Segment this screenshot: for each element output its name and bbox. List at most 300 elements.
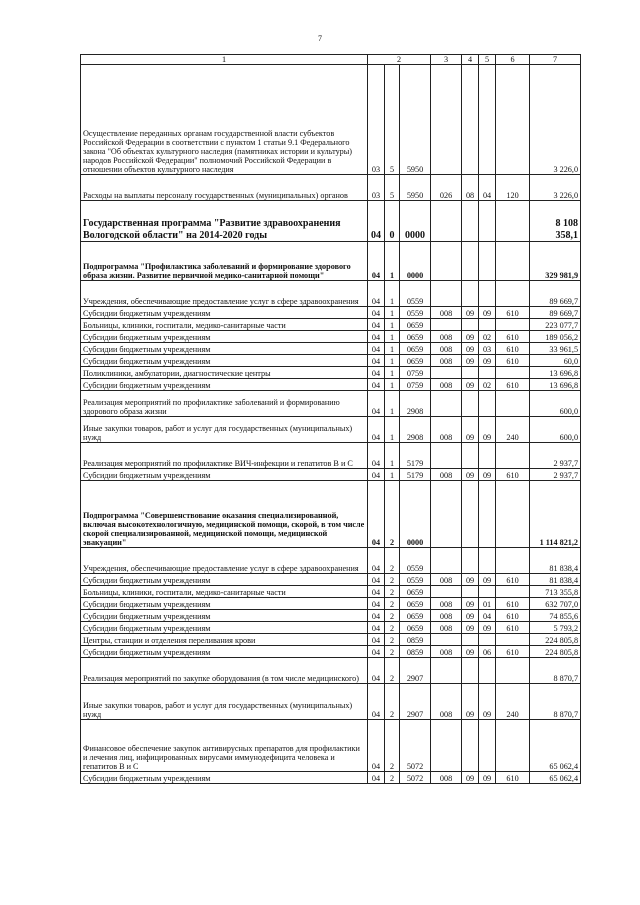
code-direction: 5072 bbox=[400, 720, 431, 772]
code-expense-type bbox=[496, 658, 530, 684]
code-direction: 2907 bbox=[400, 658, 431, 684]
table-row bbox=[81, 622, 581, 634]
row-name: Больницы, клиники, госпитали, медико-санитарные части bbox=[81, 319, 368, 331]
row-name: Субсидии бюджетным учреждениям bbox=[81, 598, 368, 610]
code-expense-type: 610 bbox=[496, 355, 530, 367]
code-program: 1 bbox=[385, 391, 400, 417]
row-name: Государственная программа "Развитие здравоохранения Вологодской области" на 2014-2020 годы bbox=[81, 201, 368, 242]
row-amount: 3 226,0 bbox=[530, 65, 581, 175]
row-amount: 5 793,2 bbox=[530, 622, 581, 634]
header-col-5: 5 bbox=[479, 55, 496, 65]
table-row bbox=[81, 772, 581, 784]
code-section: 04 bbox=[368, 469, 385, 481]
row-amount: 224 805,8 bbox=[530, 646, 581, 658]
table-row bbox=[81, 331, 581, 343]
row-amount: 33 961,5 bbox=[530, 343, 581, 355]
code-direction: 0859 bbox=[400, 646, 431, 658]
code-section: 04 bbox=[368, 548, 385, 574]
code-division: 09 bbox=[462, 417, 479, 443]
code-section: 04 bbox=[368, 646, 385, 658]
row-name: Подпрограмма "Совершенствование оказания специализированной, включая высокотехнологичную, медицинской помощи, скорой, в том числе скорой специализированной, медицинской помощи, медицинской эвакуации" bbox=[81, 481, 368, 548]
code-direction: 2907 bbox=[400, 684, 431, 720]
code-expense-type: 240 bbox=[496, 684, 530, 720]
code-expense-type bbox=[496, 367, 530, 379]
code-program: 1 bbox=[385, 367, 400, 379]
code-ministry bbox=[431, 201, 462, 242]
code-program: 2 bbox=[385, 658, 400, 684]
code-expense-type bbox=[496, 443, 530, 469]
table-row bbox=[81, 343, 581, 355]
code-section: 04 bbox=[368, 201, 385, 242]
code-subdivision bbox=[479, 391, 496, 417]
code-expense-type: 610 bbox=[496, 598, 530, 610]
code-program: 2 bbox=[385, 622, 400, 634]
row-amount: 89 669,7 bbox=[530, 307, 581, 319]
code-division: 09 bbox=[462, 598, 479, 610]
row-name: Субсидии бюджетным учреждениям bbox=[81, 469, 368, 481]
code-ministry: 008 bbox=[431, 684, 462, 720]
code-expense-type: 610 bbox=[496, 343, 530, 355]
code-ministry: 008 bbox=[431, 772, 462, 784]
code-direction: 0659 bbox=[400, 586, 431, 598]
code-subdivision bbox=[479, 443, 496, 469]
header-col-4: 4 bbox=[462, 55, 479, 65]
table-header-row bbox=[81, 55, 581, 65]
table-row bbox=[81, 720, 581, 772]
code-division: 09 bbox=[462, 331, 479, 343]
header-col-3: 3 bbox=[431, 55, 462, 65]
code-ministry bbox=[431, 242, 462, 281]
code-direction: 0559 bbox=[400, 548, 431, 574]
code-subdivision: 09 bbox=[479, 574, 496, 586]
code-subdivision bbox=[479, 481, 496, 548]
code-expense-type bbox=[496, 548, 530, 574]
code-direction: 0659 bbox=[400, 622, 431, 634]
code-subdivision: 09 bbox=[479, 307, 496, 319]
row-name: Реализация мероприятий по закупке оборудования (в том числе медицинского) bbox=[81, 658, 368, 684]
row-amount: 189 056,2 bbox=[530, 331, 581, 343]
code-direction: 0559 bbox=[400, 307, 431, 319]
header-col-7: 7 bbox=[530, 55, 581, 65]
row-amount: 713 355,8 bbox=[530, 586, 581, 598]
code-ministry bbox=[431, 634, 462, 646]
code-ministry bbox=[431, 367, 462, 379]
row-name: Реализация мероприятий по профилактике ВИЧ-инфекции и гепатитов В и С bbox=[81, 443, 368, 469]
code-ministry: 008 bbox=[431, 574, 462, 586]
code-expense-type: 240 bbox=[496, 417, 530, 443]
code-subdivision: 09 bbox=[479, 622, 496, 634]
table-row bbox=[81, 367, 581, 379]
code-section: 04 bbox=[368, 367, 385, 379]
code-direction: 0659 bbox=[400, 343, 431, 355]
code-subdivision bbox=[479, 548, 496, 574]
code-division bbox=[462, 720, 479, 772]
code-program: 1 bbox=[385, 331, 400, 343]
code-section: 03 bbox=[368, 65, 385, 175]
code-section: 04 bbox=[368, 772, 385, 784]
row-amount: 81 838,4 bbox=[530, 574, 581, 586]
code-division: 08 bbox=[462, 175, 479, 201]
row-amount: 89 669,7 bbox=[530, 281, 581, 307]
row-amount: 1 114 821,2 bbox=[530, 481, 581, 548]
table-row bbox=[81, 175, 581, 201]
code-ministry: 008 bbox=[431, 646, 462, 658]
code-direction: 2908 bbox=[400, 417, 431, 443]
code-program: 2 bbox=[385, 481, 400, 548]
table-row bbox=[81, 281, 581, 307]
code-section: 04 bbox=[368, 720, 385, 772]
code-division: 09 bbox=[462, 646, 479, 658]
code-section: 04 bbox=[368, 343, 385, 355]
row-amount: 2 937,7 bbox=[530, 443, 581, 469]
code-subdivision: 01 bbox=[479, 598, 496, 610]
table-row bbox=[81, 355, 581, 367]
code-subdivision bbox=[479, 634, 496, 646]
code-section: 04 bbox=[368, 281, 385, 307]
code-direction: 0659 bbox=[400, 598, 431, 610]
table-row bbox=[81, 307, 581, 319]
code-direction: 5179 bbox=[400, 469, 431, 481]
code-direction: 0000 bbox=[400, 481, 431, 548]
code-program: 2 bbox=[385, 586, 400, 598]
code-subdivision bbox=[479, 658, 496, 684]
code-direction: 0659 bbox=[400, 355, 431, 367]
code-direction: 5072 bbox=[400, 772, 431, 784]
row-name: Центры, станции и отделения переливания крови bbox=[81, 634, 368, 646]
code-program: 1 bbox=[385, 417, 400, 443]
code-section: 04 bbox=[368, 379, 385, 391]
table-row bbox=[81, 391, 581, 417]
code-direction: 0659 bbox=[400, 331, 431, 343]
code-section: 04 bbox=[368, 331, 385, 343]
code-section: 04 bbox=[368, 319, 385, 331]
code-expense-type: 610 bbox=[496, 331, 530, 343]
code-section: 04 bbox=[368, 355, 385, 367]
row-name: Больницы, клиники, госпитали, медико-санитарные части bbox=[81, 586, 368, 598]
row-amount: 65 062,4 bbox=[530, 772, 581, 784]
code-subdivision: 03 bbox=[479, 343, 496, 355]
table-row bbox=[81, 610, 581, 622]
code-program: 2 bbox=[385, 634, 400, 646]
code-direction: 0000 bbox=[400, 201, 431, 242]
code-direction: 0659 bbox=[400, 610, 431, 622]
code-ministry bbox=[431, 319, 462, 331]
table-row bbox=[81, 646, 581, 658]
code-ministry bbox=[431, 481, 462, 548]
code-program: 1 bbox=[385, 307, 400, 319]
code-section: 04 bbox=[368, 574, 385, 586]
code-section: 04 bbox=[368, 417, 385, 443]
row-name: Субсидии бюджетным учреждениям bbox=[81, 610, 368, 622]
table-row bbox=[81, 684, 581, 720]
row-name: Субсидии бюджетным учреждениям bbox=[81, 331, 368, 343]
code-division: 09 bbox=[462, 622, 479, 634]
code-program: 1 bbox=[385, 242, 400, 281]
code-program: 2 bbox=[385, 720, 400, 772]
code-program: 5 bbox=[385, 65, 400, 175]
code-ministry bbox=[431, 281, 462, 307]
code-subdivision: 02 bbox=[479, 379, 496, 391]
code-program: 2 bbox=[385, 772, 400, 784]
row-amount: 600,0 bbox=[530, 391, 581, 417]
row-amount: 632 707,0 bbox=[530, 598, 581, 610]
code-ministry: 008 bbox=[431, 469, 462, 481]
row-amount: 60,0 bbox=[530, 355, 581, 367]
code-expense-type: 610 bbox=[496, 307, 530, 319]
table-row bbox=[81, 481, 581, 548]
table-row bbox=[81, 379, 581, 391]
header-col-1: 1 bbox=[81, 55, 368, 65]
row-name: Осуществление переданных органам государственной власти субъектов Российской Федерации в соответствии с пунктом 1 статьи 9.1 Федерального закона "Об объектах культурного наследия (памятниках истории и культуры) народов Российской Федерации" полномочий Российской Федерации в отношении объектов культурного наследия bbox=[81, 65, 368, 175]
row-amount: 13 696,8 bbox=[530, 379, 581, 391]
code-program: 2 bbox=[385, 684, 400, 720]
code-ministry: 008 bbox=[431, 379, 462, 391]
table-row bbox=[81, 574, 581, 586]
row-name: Учреждения, обеспечивающие предоставление услуг в сфере здравоохранения bbox=[81, 548, 368, 574]
code-expense-type: 610 bbox=[496, 646, 530, 658]
code-expense-type bbox=[496, 281, 530, 307]
code-expense-type bbox=[496, 391, 530, 417]
code-program: 2 bbox=[385, 574, 400, 586]
code-program: 1 bbox=[385, 443, 400, 469]
code-division bbox=[462, 367, 479, 379]
table-row bbox=[81, 634, 581, 646]
code-direction: 5950 bbox=[400, 175, 431, 201]
code-section: 04 bbox=[368, 242, 385, 281]
code-ministry: 008 bbox=[431, 622, 462, 634]
code-division: 09 bbox=[462, 610, 479, 622]
code-subdivision: 09 bbox=[479, 417, 496, 443]
code-subdivision: 09 bbox=[479, 772, 496, 784]
code-direction: 0000 bbox=[400, 242, 431, 281]
code-ministry bbox=[431, 586, 462, 598]
code-section: 04 bbox=[368, 684, 385, 720]
row-name: Субсидии бюджетным учреждениям bbox=[81, 646, 368, 658]
table-row bbox=[81, 242, 581, 281]
code-subdivision: 09 bbox=[479, 469, 496, 481]
row-amount: 3 226,0 bbox=[530, 175, 581, 201]
code-subdivision: 06 bbox=[479, 646, 496, 658]
code-ministry: 008 bbox=[431, 331, 462, 343]
code-subdivision: 04 bbox=[479, 610, 496, 622]
code-division: 09 bbox=[462, 379, 479, 391]
table-row bbox=[81, 586, 581, 598]
code-ministry bbox=[431, 391, 462, 417]
code-program: 1 bbox=[385, 319, 400, 331]
code-program: 0 bbox=[385, 201, 400, 242]
header-col-6: 6 bbox=[496, 55, 530, 65]
row-amount: 74 855,6 bbox=[530, 610, 581, 622]
row-name: Поликлиники, амбулатории, диагностические центры bbox=[81, 367, 368, 379]
table-row bbox=[81, 598, 581, 610]
row-amount: 13 696,8 bbox=[530, 367, 581, 379]
row-name: Субсидии бюджетным учреждениям bbox=[81, 379, 368, 391]
code-ministry bbox=[431, 65, 462, 175]
row-amount: 2 937,7 bbox=[530, 469, 581, 481]
code-program: 1 bbox=[385, 281, 400, 307]
code-ministry bbox=[431, 658, 462, 684]
code-expense-type bbox=[496, 634, 530, 646]
code-ministry bbox=[431, 720, 462, 772]
code-ministry: 008 bbox=[431, 417, 462, 443]
row-amount: 329 981,9 bbox=[530, 242, 581, 281]
code-division bbox=[462, 586, 479, 598]
code-ministry: 008 bbox=[431, 355, 462, 367]
header-col-2: 2 bbox=[368, 55, 431, 65]
row-name: Субсидии бюджетным учреждениям bbox=[81, 772, 368, 784]
code-subdivision bbox=[479, 586, 496, 598]
row-name: Субсидии бюджетным учреждениям bbox=[81, 355, 368, 367]
row-amount: 8 870,7 bbox=[530, 684, 581, 720]
row-name: Субсидии бюджетным учреждениям bbox=[81, 343, 368, 355]
code-direction: 5179 bbox=[400, 443, 431, 469]
row-name: Субсидии бюджетным учреждениям bbox=[81, 574, 368, 586]
code-expense-type bbox=[496, 586, 530, 598]
code-division bbox=[462, 443, 479, 469]
row-name: Финансовое обеспечение закупок антивирусных препаратов для профилактики и лечения лиц, инфицированных вирусами иммунодефицита человека и гепатитов В и С bbox=[81, 720, 368, 772]
code-ministry: 008 bbox=[431, 610, 462, 622]
code-ministry: 008 bbox=[431, 307, 462, 319]
table-row bbox=[81, 417, 581, 443]
code-division: 09 bbox=[462, 772, 479, 784]
row-name: Субсидии бюджетным учреждениям bbox=[81, 307, 368, 319]
code-subdivision bbox=[479, 720, 496, 772]
code-section: 04 bbox=[368, 586, 385, 598]
code-ministry: 008 bbox=[431, 343, 462, 355]
code-division bbox=[462, 201, 479, 242]
row-amount: 65 062,4 bbox=[530, 720, 581, 772]
code-subdivision bbox=[479, 65, 496, 175]
code-direction: 0759 bbox=[400, 379, 431, 391]
code-subdivision bbox=[479, 201, 496, 242]
code-subdivision: 04 bbox=[479, 175, 496, 201]
code-expense-type bbox=[496, 242, 530, 281]
code-division: 09 bbox=[462, 574, 479, 586]
code-direction: 5950 bbox=[400, 65, 431, 175]
code-program: 1 bbox=[385, 469, 400, 481]
code-direction: 0759 bbox=[400, 367, 431, 379]
code-direction: 0559 bbox=[400, 281, 431, 307]
row-name: Подпрограмма "Профилактика заболеваний и формирование здорового образа жизни. Развитие первичной медико-санитарной помощи" bbox=[81, 242, 368, 281]
code-program: 2 bbox=[385, 598, 400, 610]
code-direction: 2908 bbox=[400, 391, 431, 417]
table-row bbox=[81, 201, 581, 242]
row-amount: 224 805,8 bbox=[530, 634, 581, 646]
code-subdivision: 09 bbox=[479, 684, 496, 720]
code-subdivision: 02 bbox=[479, 331, 496, 343]
code-program: 5 bbox=[385, 175, 400, 201]
code-direction: 0859 bbox=[400, 634, 431, 646]
code-direction: 0559 bbox=[400, 574, 431, 586]
row-amount: 223 077,7 bbox=[530, 319, 581, 331]
code-subdivision bbox=[479, 242, 496, 281]
code-expense-type bbox=[496, 481, 530, 548]
code-ministry bbox=[431, 548, 462, 574]
code-subdivision bbox=[479, 319, 496, 331]
code-division: 09 bbox=[462, 469, 479, 481]
row-name: Реализация мероприятий по профилактике заболеваний и формированию здорового образа жизни bbox=[81, 391, 368, 417]
code-section: 04 bbox=[368, 634, 385, 646]
row-name: Иные закупки товаров, работ и услуг для государственных (муниципальных) нужд bbox=[81, 684, 368, 720]
code-expense-type: 610 bbox=[496, 610, 530, 622]
code-program: 1 bbox=[385, 379, 400, 391]
code-section: 04 bbox=[368, 622, 385, 634]
code-expense-type: 610 bbox=[496, 622, 530, 634]
code-subdivision bbox=[479, 367, 496, 379]
row-amount: 8 108 358,1 bbox=[530, 201, 581, 242]
code-ministry: 026 bbox=[431, 175, 462, 201]
row-amount: 600,0 bbox=[530, 417, 581, 443]
code-division: 09 bbox=[462, 307, 479, 319]
row-amount: 81 838,4 bbox=[530, 548, 581, 574]
table-body bbox=[81, 65, 581, 784]
code-division bbox=[462, 481, 479, 548]
row-name: Расходы на выплаты персоналу государственных (муниципальных) органов bbox=[81, 175, 368, 201]
code-expense-type: 120 bbox=[496, 175, 530, 201]
code-division: 09 bbox=[462, 355, 479, 367]
code-division bbox=[462, 658, 479, 684]
code-expense-type: 610 bbox=[496, 574, 530, 586]
table-row bbox=[81, 319, 581, 331]
row-name: Иные закупки товаров, работ и услуг для государственных (муниципальных) нужд bbox=[81, 417, 368, 443]
code-section: 04 bbox=[368, 598, 385, 610]
code-expense-type: 610 bbox=[496, 772, 530, 784]
code-expense-type bbox=[496, 319, 530, 331]
row-name: Учреждения, обеспечивающие предоставление услуг в сфере здравоохранения bbox=[81, 281, 368, 307]
code-division: 09 bbox=[462, 684, 479, 720]
code-program: 2 bbox=[385, 548, 400, 574]
code-subdivision: 09 bbox=[479, 355, 496, 367]
code-program: 2 bbox=[385, 610, 400, 622]
code-section: 04 bbox=[368, 443, 385, 469]
page-number: 7 bbox=[318, 34, 322, 43]
code-section: 03 bbox=[368, 175, 385, 201]
budget-table bbox=[80, 54, 581, 784]
code-ministry bbox=[431, 443, 462, 469]
code-expense-type bbox=[496, 65, 530, 175]
code-division: 09 bbox=[462, 343, 479, 355]
code-expense-type bbox=[496, 201, 530, 242]
code-division bbox=[462, 391, 479, 417]
code-division bbox=[462, 65, 479, 175]
code-division bbox=[462, 548, 479, 574]
code-program: 1 bbox=[385, 355, 400, 367]
code-section: 04 bbox=[368, 307, 385, 319]
code-division bbox=[462, 319, 479, 331]
code-section: 04 bbox=[368, 481, 385, 548]
table-row bbox=[81, 65, 581, 175]
code-program: 2 bbox=[385, 646, 400, 658]
code-expense-type bbox=[496, 720, 530, 772]
row-name: Субсидии бюджетным учреждениям bbox=[81, 622, 368, 634]
code-subdivision bbox=[479, 281, 496, 307]
row-amount: 8 870,7 bbox=[530, 658, 581, 684]
table-row bbox=[81, 469, 581, 481]
code-division bbox=[462, 242, 479, 281]
code-section: 04 bbox=[368, 391, 385, 417]
code-ministry: 008 bbox=[431, 598, 462, 610]
code-expense-type: 610 bbox=[496, 379, 530, 391]
code-division bbox=[462, 634, 479, 646]
code-direction: 0659 bbox=[400, 319, 431, 331]
table-row bbox=[81, 443, 581, 469]
code-division bbox=[462, 281, 479, 307]
table-row bbox=[81, 548, 581, 574]
code-section: 04 bbox=[368, 658, 385, 684]
code-expense-type: 610 bbox=[496, 469, 530, 481]
code-section: 04 bbox=[368, 610, 385, 622]
code-program: 1 bbox=[385, 343, 400, 355]
